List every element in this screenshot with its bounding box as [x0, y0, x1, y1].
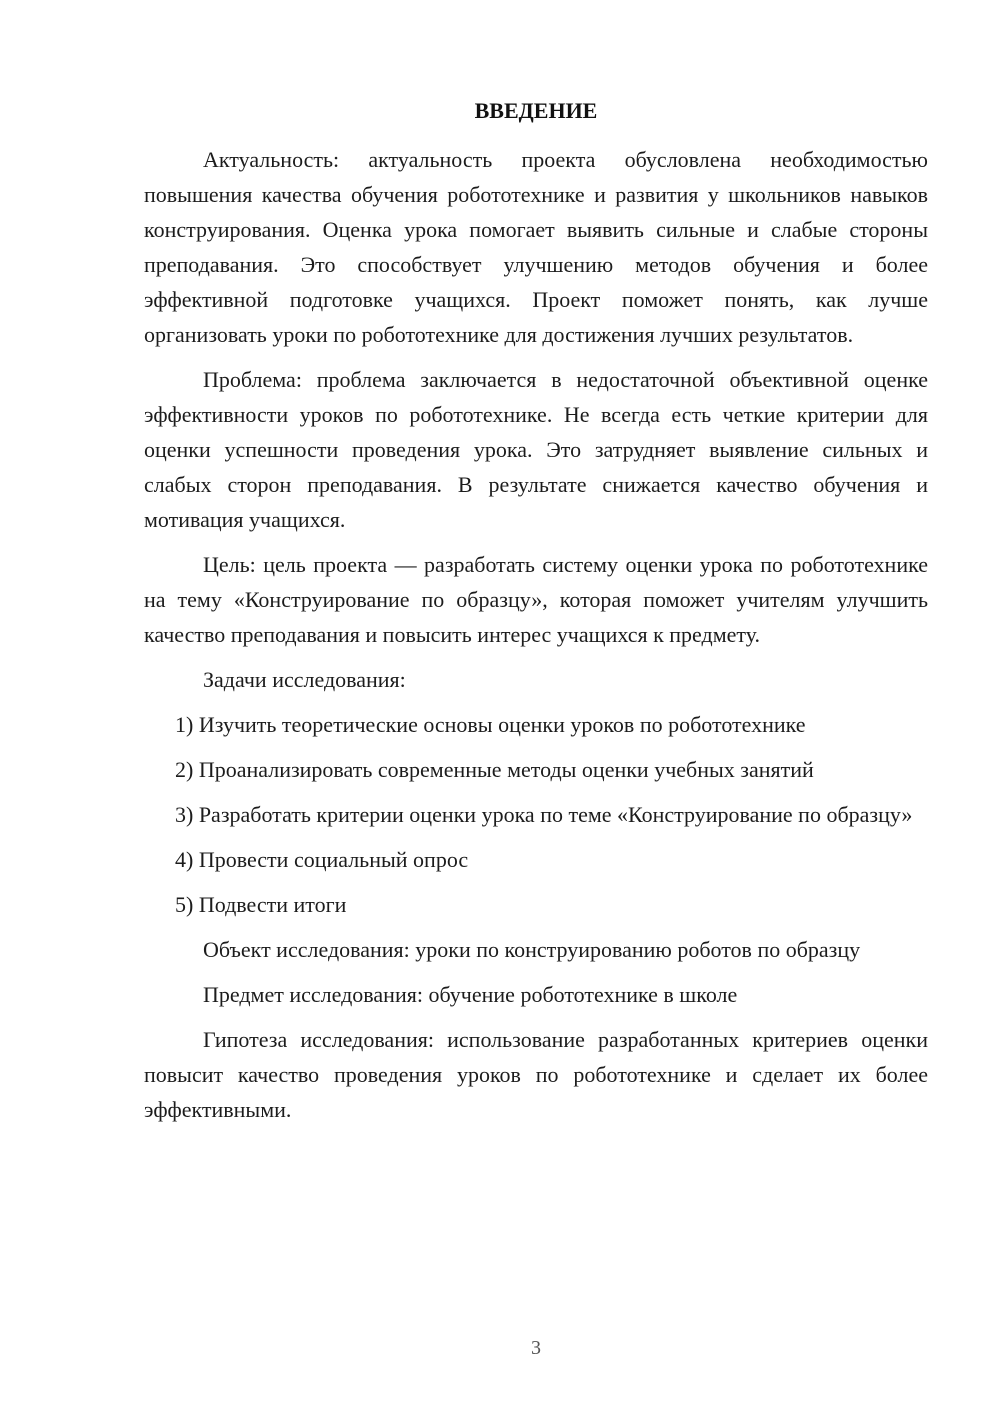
subject-paragraph: Предмет исследования: обучение робототехнике в школе	[203, 982, 738, 1007]
task-item-3: 3) Разработать критерии оценки урока по теме «Конструирование по образцу»	[175, 802, 913, 827]
page-number: 3	[531, 1337, 541, 1359]
goal-paragraph: Цель: цель проекта — разработать систему оценки урока по робототехнике на тему «Конструирование по образцу», которая поможет учителям улучшить качество преподавания и повысить интерес учащихся к предмету.	[144, 552, 928, 647]
relevance-paragraph: Актуальность: актуальность проекта обусловлена необходимостью повышения качества обучения робототехнике и развития у школьников навыков конструирования. Оценка урока помогает выявить сильные и слабые стороны преподавания. Это способствует улучшению методов обучения и более эффективной подготовке учащихся. Проект поможет понять, как лучше организовать уроки по робототехнике для достижения лучших результатов.	[144, 147, 928, 347]
problem-paragraph: Проблема: проблема заключается в недостаточной объективной оценке эффективности уроков по робототехнике. Не всегда есть четкие критерии для оценки успешности проведения урока. Это затрудняет выявление сильных и слабых сторон преподавания. В результате снижается качество обучения и мотивация учащихся.	[144, 367, 928, 532]
task-item-5: 5) Подвести итоги	[175, 892, 347, 917]
task-item-4: 4) Провести социальный опрос	[175, 847, 469, 872]
task-item-2: 2) Проанализировать современные методы оценки учебных занятий	[175, 757, 814, 782]
task-item-1: 1) Изучить теоретические основы оценки уроков по робототехнике	[175, 712, 806, 737]
object-paragraph: Объект исследования: уроки по конструированию роботов по образцу	[203, 937, 861, 962]
tasks-heading: Задачи исследования:	[203, 667, 406, 692]
section-title: ВВЕДЕНИЕ	[474, 98, 598, 123]
hypothesis-paragraph: Гипотеза исследования: использование разработанных критериев оценки повысит качество проведения уроков по робототехнике и сделает их более эффективными.	[144, 1027, 928, 1122]
body-text	[144, 142, 928, 1127]
